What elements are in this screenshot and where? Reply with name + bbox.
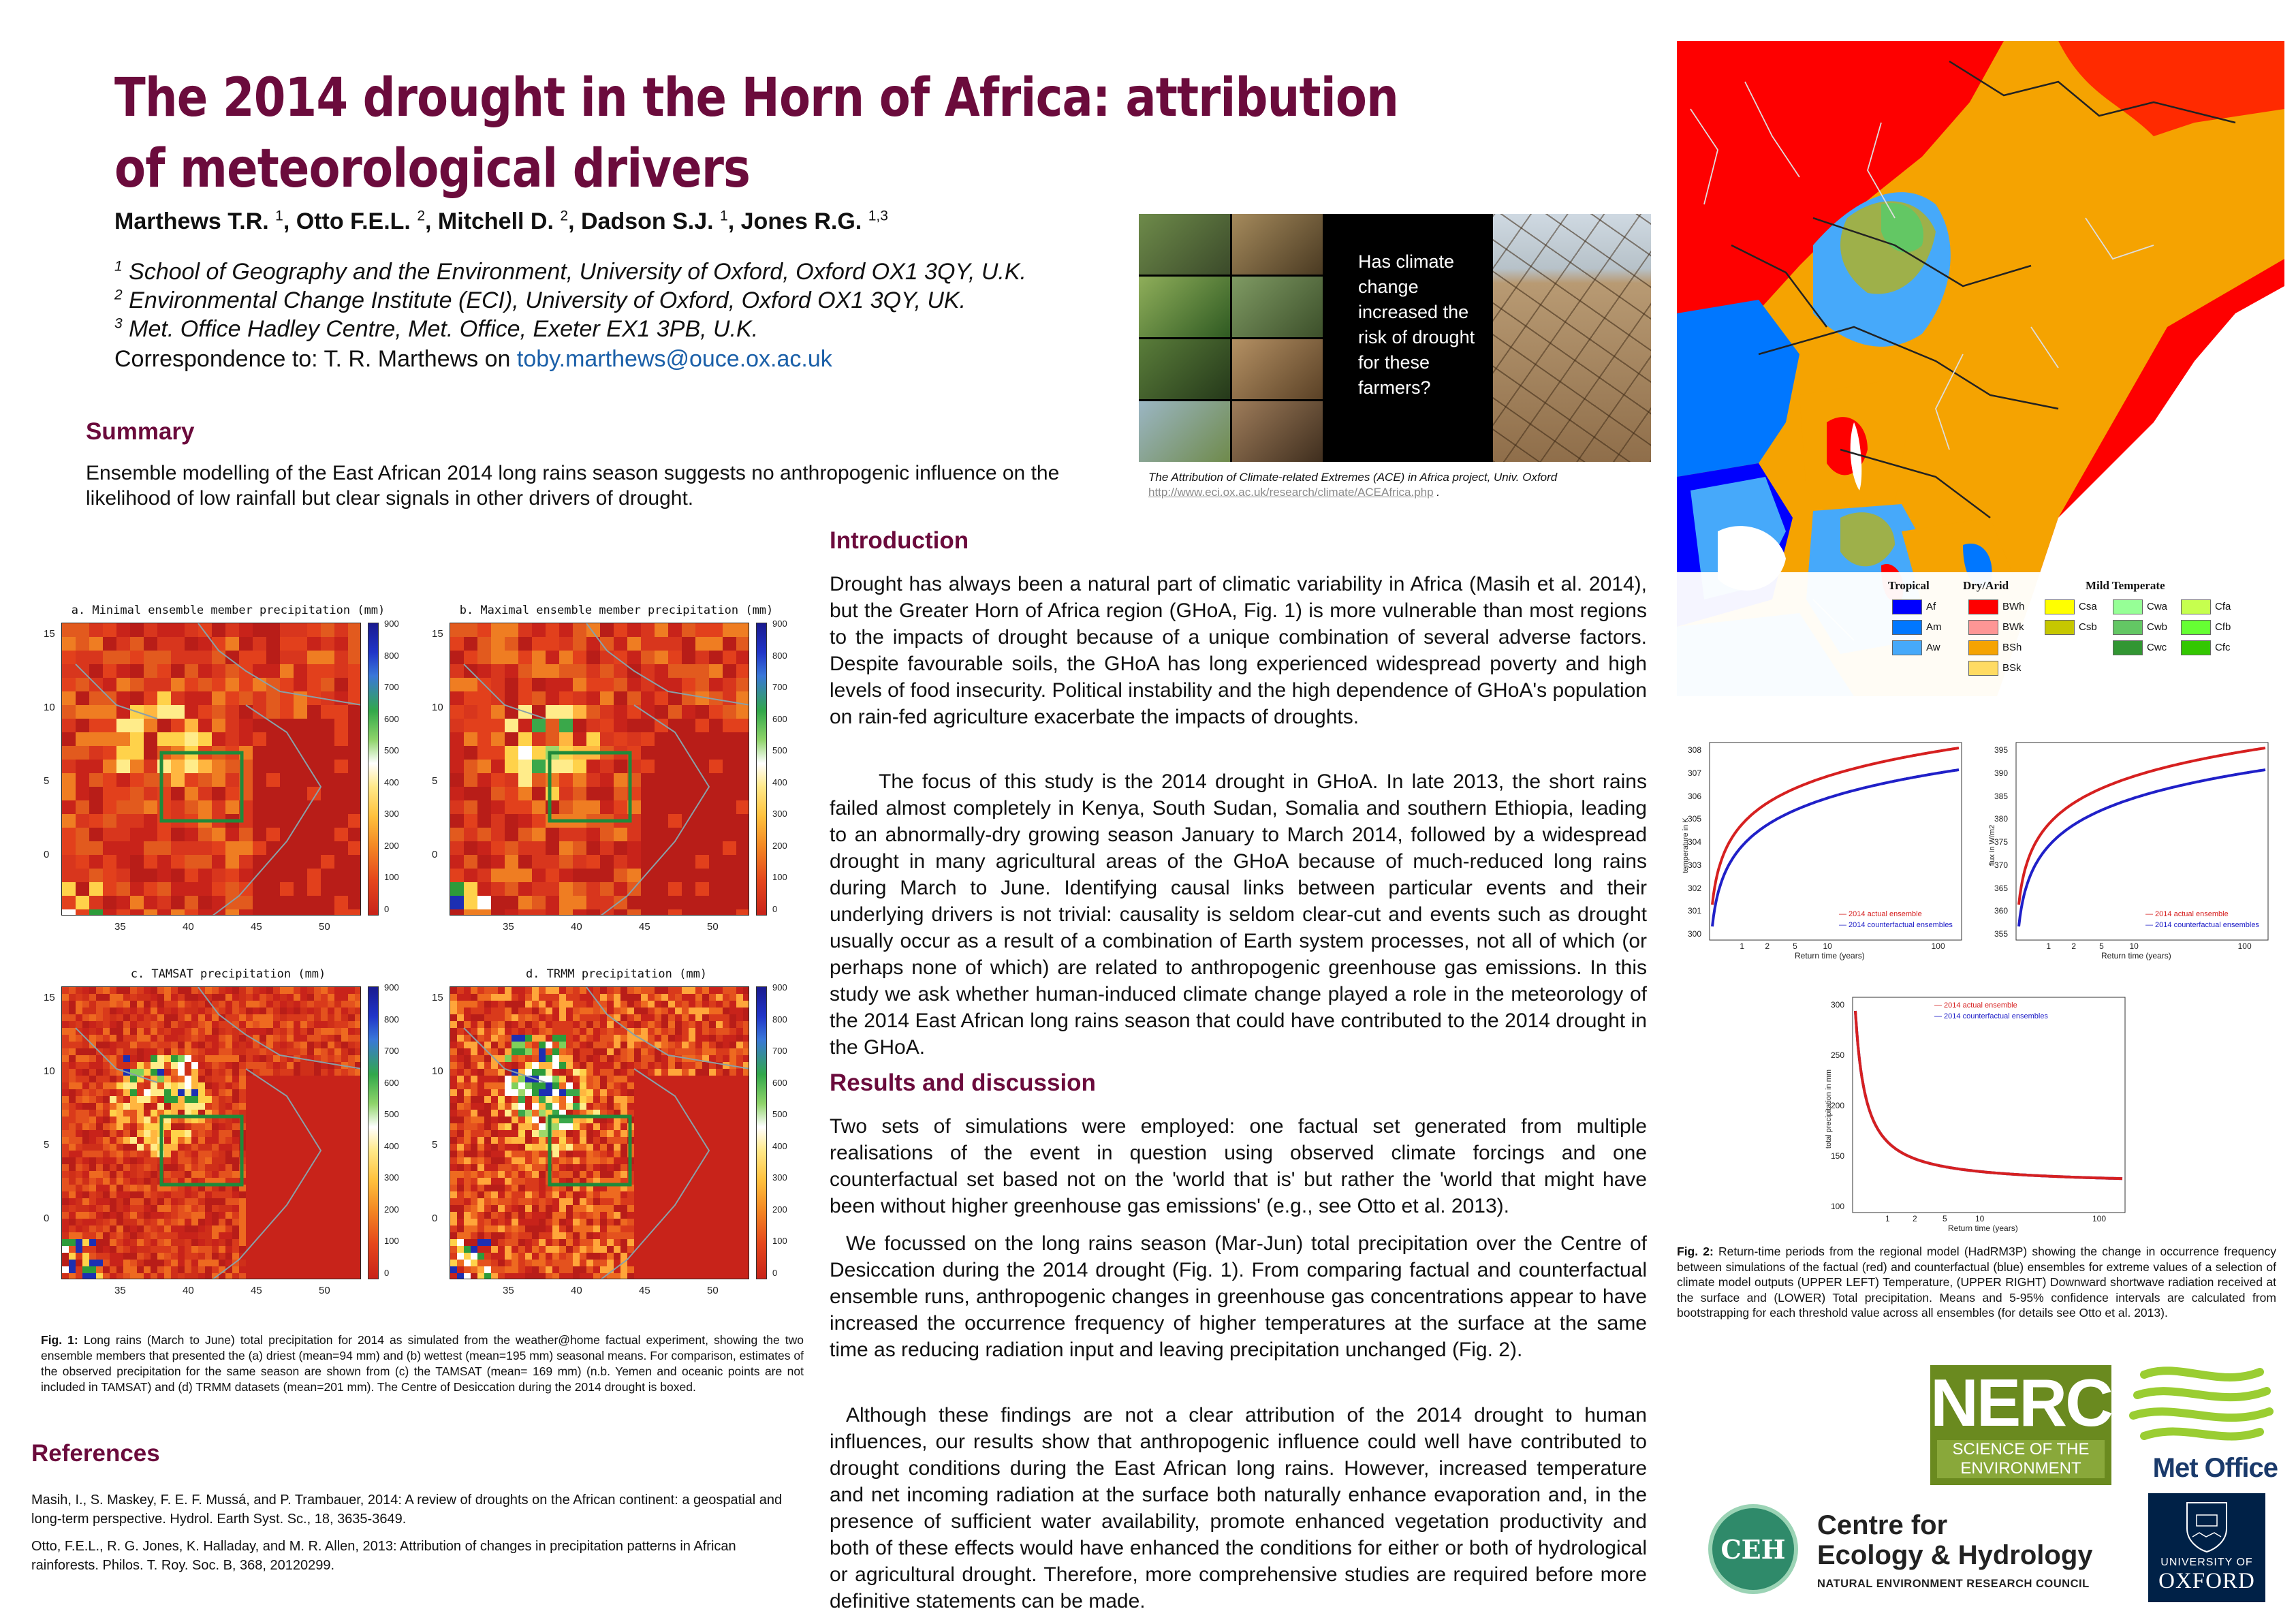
legend-label: BWh [2002, 601, 2025, 612]
colorbar-tick-label: 300 [384, 1172, 399, 1183]
poster-title: The 2014 drought in the Horn of Africa: attribution of meteorological drivers [114, 67, 1399, 200]
y-tick-label: 0 [432, 1213, 438, 1224]
legend-group-temperate: Mild Temperate [2086, 579, 2165, 592]
colorbar-tick-label: 800 [772, 1014, 787, 1025]
legend-group-dry: Dry/Arid [1963, 579, 2009, 592]
author-affiliation-number: 1 [275, 208, 283, 224]
affiliation: $^3$ Met. Office Hadley Centre, Met. Office, Exeter EX1 3PB, U.K. [114, 315, 759, 342]
colorbar-tick-label: 900 [384, 982, 399, 993]
photo-tile [1139, 214, 1230, 275]
y-tick-label: 15 [44, 628, 55, 640]
y-tick-label: 0 [44, 849, 50, 860]
x-tick-label: 2 [1765, 941, 1770, 951]
x-tick-label: 40 [571, 1285, 582, 1296]
summary-heading: Summary [86, 418, 195, 445]
colorbar-tick-label: 400 [772, 1140, 787, 1151]
author-affiliation-number: 2 [417, 208, 425, 224]
colorbar-tick-label: 800 [384, 1014, 399, 1025]
legend-label: Csa [2079, 601, 2097, 612]
figure-2 [1669, 736, 2282, 1240]
precipitation-colorbar [756, 623, 767, 916]
legend-swatch-cwb [2113, 620, 2143, 635]
legend-label: BSk [2002, 662, 2022, 674]
y-tick-label: 10 [432, 1065, 443, 1077]
nerc-logo: NERC SCIENCE OF THE ENVIRONMENT [1930, 1365, 2111, 1485]
colorbar-tick-label: 500 [772, 1109, 787, 1119]
plot-svg [1669, 736, 1968, 967]
photo-tile [1139, 339, 1230, 400]
koppen-legend [1677, 572, 2284, 696]
legend-label: Cwc [2147, 642, 2167, 653]
photo-caption: The Attribution of Climate-related Extremes (ACE) in Africa project, Univ. Oxford http://www.eci.ox.ac.uk/research/climate/ACEAfrica.php . [1148, 471, 1558, 499]
reference-item: Masih, I., S. Maskey, F. E. F. Mussá, and P. Trambauer, 2014: A review of droughts on the African continent: a geospatial and long-term perspective. Hydrol. Earth Syst. Sc., 18, 3635-3649. [31, 1493, 783, 1527]
author: Jones R.G. [740, 208, 862, 234]
y-tick-label: 305 [1688, 814, 1702, 824]
colorbar-tick-label: 800 [772, 650, 787, 661]
x-tick-label: 50 [319, 921, 330, 933]
legend-label: Cfa [2215, 601, 2231, 612]
x-tick-label: 45 [251, 1285, 262, 1296]
return-time-plot [1812, 990, 2132, 1240]
x-axis-label: Return time (years) [1948, 1223, 2018, 1233]
y-axis-label: total precipitation in mm [1825, 1069, 1833, 1149]
y-tick-label: 308 [1688, 745, 1702, 755]
cracked-earth-photo [1493, 214, 1651, 462]
x-tick-label: 35 [503, 1285, 514, 1296]
precipitation-colorbar [368, 986, 379, 1279]
precipitation-colorbar [368, 623, 379, 916]
ceh-badge-icon: CEH [1708, 1504, 1798, 1594]
precipitation-map [450, 623, 749, 916]
colorbar-tick-label: 0 [384, 903, 390, 914]
y-tick-label: 100 [1831, 1202, 1845, 1211]
legend-swatch-am [1892, 620, 1922, 635]
introduction-heading: Introduction [830, 527, 969, 554]
colorbar-tick-label: 200 [772, 840, 787, 851]
x-tick-label: 5 [1793, 941, 1797, 951]
factual-series-line [1855, 1011, 2122, 1178]
factual-series-line [1712, 748, 1959, 905]
y-tick-label: 5 [432, 1139, 438, 1151]
colorbar-tick-label: 100 [384, 1236, 399, 1246]
oxford-logo: UNIVERSITY OF OXFORD [2148, 1493, 2265, 1602]
author-affiliation-number: 2 [560, 208, 569, 224]
counterfactual-series-line [1712, 770, 1959, 926]
precipitation-map [450, 986, 749, 1279]
x-tick-label: 45 [639, 921, 650, 933]
results-paragraph-1: Two sets of simulations were employed: one factual set generated from multiple realisations of the event in question using observed climate forcings and one counterfactual set based not on the 'world that is' but rather the 'world that might have been without higher greenhouse gas emissions' (e.g., see Otto et al. 2013). [830, 1115, 1647, 1217]
precipitation-grid [450, 987, 749, 1279]
plot-svg [1812, 990, 2132, 1240]
author-list: Marthews T.R. $^1$, Otto F.E.L. $^2$, Mitchell D. $^2$, Dadson S.J. $^1$, Jones R.G. $^{1,3}$ [114, 208, 888, 234]
y-tick-label: 303 [1688, 860, 1702, 870]
colorbar-tick-label: 200 [384, 840, 399, 851]
legend-swatch-csb [2045, 620, 2075, 635]
precipitation-map [61, 986, 361, 1279]
results-paragraph-3: Although these findings are not a clear attribution of the 2014 drought to human influences, our results show that anthropogenic influence could well have contributed to drought conditions during the East African long rains. However, increased temperature and net incoming radiation at the surface both naturally enhance evaporation and, in the presence of sufficient water availability, promote enhanced vegetation productivity and both of these effects would have enhanced the conditions for either or both of hydrological or agricultural drought. Therefore, more comprehensive studies are required before more definitive statements can be made. [830, 1404, 1647, 1612]
colorbar-tick-label: 0 [384, 1267, 390, 1278]
email-link[interactable]: toby.marthews@ouce.ox.ac.uk [516, 346, 832, 372]
precipitation-map [61, 623, 361, 916]
author: Mitchell D. [437, 208, 554, 234]
x-tick-label: 100 [1931, 941, 1945, 951]
reference-list [31, 1490, 794, 1575]
y-tick-label: 5 [44, 775, 50, 787]
fig1-panel-title: c. TAMSAT precipitation (mm) [130, 967, 326, 981]
author: Dadson S.J. [580, 208, 714, 234]
legend-swatch-bwh [1968, 599, 1998, 614]
legend-swatch-bwk [1968, 620, 1998, 635]
legend-swatch-af [1892, 599, 1922, 614]
fig1-panel-title: d. TRMM precipitation (mm) [525, 967, 708, 981]
colorbar-tick-label: 100 [772, 1236, 787, 1246]
colorbar-tick-label: 500 [772, 745, 787, 755]
legend-label: Cwa [2147, 601, 2168, 612]
references-heading: References [31, 1440, 160, 1467]
legend-label: Cfc [2215, 642, 2231, 653]
colorbar-tick-label: 100 [772, 872, 787, 882]
x-tick-label: 50 [707, 921, 719, 933]
photo-tile [1139, 277, 1230, 337]
precipitation-colorbar [756, 986, 767, 1279]
x-axis-label: Return time (years) [2101, 951, 2171, 961]
plot-legend-entry: — 2014 counterfactual ensembles [2145, 921, 2259, 929]
figure-2-caption: Fig. 2: Return-time periods from the regional model (HadRM3P) showing the change in occurrence frequency between simulations of the factual (red) and counterfactual (blue) ensembles for extreme values of a selection of climate model outputs (UPPER LEFT) Temperature, (UPPER RIGHT) Downward shortwave radiation received at the surface and (LOWER) Total precipitation. Means and 5-95% confidence intervals are calculated from bootstrapping for each threshold value across all ensembles (for details see Otto et al. 2013). [1677, 1245, 2277, 1320]
y-tick-label: 150 [1831, 1151, 1845, 1161]
plot-legend-entry: — 2014 counterfactual ensembles [1934, 1012, 2048, 1020]
x-tick-label: 35 [114, 921, 126, 933]
y-tick-label: 304 [1688, 837, 1702, 847]
correspondence: Correspondence to: T. R. Marthews on toby.marthews@ouce.ox.ac.uk [114, 346, 832, 372]
colorbar-tick-label: 600 [772, 713, 787, 724]
x-tick-label: 1 [2046, 941, 2051, 951]
x-tick-label: 35 [503, 921, 514, 933]
author-affiliation-number: 1 [720, 208, 728, 224]
photo-grid [1139, 214, 1323, 462]
introduction-paragraph-1: Drought has always been a natural part of climatic variability in Africa (Masih et al. 2014), but the Greater Horn of Africa region (GHoA, Fig. 1) is more vulnerable than most regions to the impacts of drought because of a unique combination of several adverse factors. Despite favourable soils, the GHoA has long experienced widespread poverty and high levels of food insecurity. Political instability and the high dependence of GHoA's population on rain-fed agriculture exacerbate the impacts of droughts. [830, 573, 1647, 728]
legend-label: Cfb [2215, 621, 2231, 633]
legend-swatch-aw [1892, 640, 1922, 655]
y-tick-label: 0 [44, 1213, 50, 1224]
x-tick-label: 40 [183, 921, 194, 933]
x-tick-label: 1 [1740, 941, 1745, 951]
return-time-plot [1975, 736, 2275, 967]
y-tick-label: 380 [1994, 814, 2009, 824]
y-tick-label: 375 [1994, 837, 2009, 847]
precipitation-grid [62, 987, 361, 1279]
x-tick-label: 2 [1913, 1214, 1917, 1223]
author: Marthews T.R. [114, 208, 269, 234]
legend-label: BWk [2002, 621, 2024, 633]
y-tick-label: 365 [1994, 883, 2009, 893]
figure-1-caption: Fig. 1: Long rains (March to June) total precipitation for 2014 as simulated from the weather@home factual experiment, showing the two ensemble members that presented the (a) driest (mean=94 mm) and (b) wettest (mean=195 mm) seasonal means. For comparison, estimates of the observed precipitation for the same season are shown from (c) the TAMSAT (mean= 169 mm) (n.b. Yemen and oceanic points are not included in TAMSAT) and (d) TRMM datasets (mean=201 mm). The Centre of Desiccation during the 2014 drought is boxed. [41, 1333, 804, 1394]
fig1-panel [429, 604, 804, 951]
plot-frame [1853, 997, 2125, 1213]
colorbar-tick-label: 100 [384, 872, 399, 882]
fig1-panel [429, 967, 804, 1315]
ceh-logo: CEH Centre for Ecology & Hydrology NATURAL ENVIRONMENT RESEARCH COUNCIL [1708, 1504, 2130, 1599]
precipitation-grid [62, 623, 361, 916]
legend-label: Am [1926, 621, 1942, 633]
colorbar-tick-label: 700 [384, 1046, 399, 1056]
y-tick-label: 10 [44, 1065, 55, 1077]
affiliation-list [114, 257, 1136, 343]
x-tick-label: 35 [114, 1285, 126, 1296]
colorbar-tick-label: 400 [772, 777, 787, 787]
legend-label: Csb [2079, 621, 2097, 633]
y-tick-label: 395 [1994, 745, 2009, 755]
y-tick-label: 10 [44, 702, 55, 713]
colorbar-tick-label: 0 [772, 903, 778, 914]
y-tick-label: 250 [1831, 1050, 1845, 1060]
y-tick-label: 10 [432, 702, 443, 713]
return-time-plot [1669, 736, 1968, 967]
y-tick-label: 307 [1688, 768, 1702, 778]
colorbar-tick-label: 200 [772, 1204, 787, 1215]
results-paragraph-2: We focussed on the long rains season (Mar-Jun) total precipitation over the Centre of Desiccation during the 2014 drought (Fig. 1). From comparing factual and counterfactual ensemble runs, anthropogenic changes in greenhouse gas concentrations appear to have increased the occurrence frequency of higher temperatures at the surface at the same time as reducing radiation input and leaving precipitation unchanged (Fig. 2). [830, 1232, 1647, 1361]
x-tick-label: 5 [2099, 941, 2104, 951]
colorbar-tick-label: 400 [384, 1140, 399, 1151]
colorbar-tick-label: 200 [384, 1204, 399, 1215]
y-tick-label: 301 [1688, 906, 1702, 916]
colorbar-tick-label: 900 [772, 619, 787, 629]
colorbar-tick-label: 600 [772, 1077, 787, 1088]
summary-text: Ensemble modelling of the East African 2014 long rains season suggests no anthropogenic influence on the likelihood of low rainfall but clear signals in other drivers of drought. [86, 462, 1060, 510]
introduction-paragraph-2: The focus of this study is the 2014 drought in GHoA. In late 2013, the short rains failed almost completely in Kenya, South Sudan, Somalia and southern Ethiopia, leading to an abnormally-dry growing season January to March 2014, followed by a widespread drought in many agricultural areas of the GHoA because of much-reduced long rains during March to June. Identifying causal links between particular events and their underlying drivers is not trivial: causality is seldom clear-cut and events such as drought usually occur as a result of a combination of Earth system processes, not all of which (or perhaps none of which) are related to anthropogenic greenhouse gas emissions. In this study we ask whether human-induced climate change played a role in the meteorology of the 2014 East African long rains season that could have contributed to the 2014 drought in the GHoA. [830, 770, 1647, 1059]
y-tick-label: 300 [1688, 929, 1702, 939]
x-tick-label: 40 [183, 1285, 194, 1296]
fig1-panel [41, 604, 415, 951]
colorbar-tick-label: 500 [384, 1109, 399, 1119]
legend-swatch-cfb [2181, 620, 2211, 635]
colorbar-tick-label: 500 [384, 745, 399, 755]
x-tick-label: 100 [2237, 941, 2252, 951]
photo-tile [1232, 214, 1323, 275]
y-tick-label: 370 [1994, 860, 2009, 870]
y-tick-label: 390 [1994, 768, 2009, 778]
colorbar-tick-label: 300 [772, 1172, 787, 1183]
colorbar-tick-label: 400 [384, 777, 399, 787]
results-heading: Results and discussion [830, 1069, 1096, 1096]
legend-label: Cwb [2147, 621, 2168, 633]
legend-swatch-bsh [1968, 640, 1998, 655]
colorbar-tick-label: 600 [384, 1077, 399, 1088]
x-tick-label: 40 [571, 921, 582, 933]
x-tick-label: 45 [639, 1285, 650, 1296]
plot-legend-entry: — 2014 actual ensemble [2145, 910, 2229, 918]
met-office-logo: Met Office [2124, 1360, 2278, 1482]
counterfactual-series-line [2019, 770, 2265, 926]
colorbar-tick-label: 600 [384, 713, 399, 724]
x-tick-label: 50 [707, 1285, 719, 1296]
affiliation: $^1$ School of Geography and the Environment, University of Oxford, Oxford OX1 3QY, U.K. [114, 258, 1026, 285]
photo-tile [1232, 277, 1323, 337]
reference-item: Otto, F.E.L., R. G. Jones, K. Halladay, and M. R. Allen, 2013: Attribution of changes in precipitation patterns in African rainforests. Philos. T. Roy. Soc. B, 368, 20120299. [31, 1539, 736, 1573]
y-tick-label: 5 [44, 1139, 50, 1151]
y-tick-label: 15 [44, 992, 55, 1003]
author-affiliation-number: 1,3 [868, 208, 888, 224]
photo-tile [1232, 401, 1323, 462]
x-tick-label: 10 [1975, 1214, 1985, 1223]
y-tick-label: 302 [1688, 883, 1702, 893]
y-axis-label: flux in W/m2 [1988, 824, 1996, 866]
colorbar-tick-label: 900 [384, 619, 399, 629]
colorbar-tick-label: 300 [384, 809, 399, 819]
colorbar-tick-label: 800 [384, 650, 399, 661]
colorbar-tick-label: 0 [772, 1267, 778, 1278]
colorbar-tick-label: 700 [772, 682, 787, 692]
legend-swatch-bsk [1968, 661, 1998, 676]
plot-legend-entry: — 2014 actual ensemble [1934, 1001, 2017, 1010]
author: Otto F.E.L. [296, 208, 411, 234]
x-tick-label: 1 [1885, 1214, 1890, 1223]
met-office-wave-icon [2124, 1360, 2278, 1450]
legend-label: Af [1926, 601, 1936, 612]
factual-series-line [2019, 748, 2265, 905]
plot-legend-entry: — 2014 actual ensemble [1839, 910, 1922, 918]
y-tick-label: 360 [1994, 906, 2009, 916]
x-tick-label: 100 [2092, 1214, 2107, 1223]
photo-tile [1232, 339, 1323, 400]
y-tick-label: 306 [1688, 791, 1702, 801]
plot-legend-entry: — 2014 counterfactual ensembles [1839, 921, 1953, 929]
legend-swatch-cfa [2181, 599, 2211, 614]
fig1-panel-title: b. Maximal ensemble member precipitation (mm) [459, 604, 774, 617]
y-tick-label: 200 [1831, 1101, 1845, 1110]
x-axis-label: Return time (years) [1795, 951, 1865, 961]
photo-overlay-text: Has climate change increased the risk of drought for these farmers? [1323, 214, 1493, 462]
legend-swatch-cwc [2113, 640, 2143, 655]
affiliation: $^2$ Environmental Change Institute (ECI), University of Oxford, Oxford OX1 3QY, UK. [114, 287, 966, 313]
x-tick-label: 50 [319, 1285, 330, 1296]
oxford-crest-icon [2183, 1499, 2231, 1553]
colorbar-tick-label: 300 [772, 809, 787, 819]
figure-1 [41, 604, 804, 1312]
legend-swatch-csa [2045, 599, 2075, 614]
y-tick-label: 5 [432, 775, 438, 787]
x-tick-label: 10 [1823, 941, 1832, 951]
legend-group-tropical: Tropical [1888, 579, 1930, 592]
fig1-panel [41, 967, 415, 1315]
y-tick-label: 15 [432, 628, 443, 640]
colorbar-tick-label: 900 [772, 982, 787, 993]
koppen-climate-map [1677, 41, 2284, 696]
y-axis-label: temperature in K [1682, 817, 1690, 873]
y-tick-label: 355 [1994, 929, 2009, 939]
x-tick-label: 5 [1943, 1214, 1947, 1223]
x-tick-label: 2 [2071, 941, 2077, 951]
x-tick-label: 45 [251, 921, 262, 933]
y-tick-label: 385 [1994, 791, 2009, 801]
legend-label: BSh [2002, 642, 2022, 653]
colorbar-tick-label: 700 [384, 682, 399, 692]
y-tick-label: 0 [432, 849, 438, 860]
photo-tile [1139, 401, 1230, 462]
plot-svg [1975, 736, 2275, 967]
legend-swatch-cwa [2113, 599, 2143, 614]
colorbar-tick-label: 700 [772, 1046, 787, 1056]
fig1-panel-title: a. Minimal ensemble member precipitation (mm) [71, 604, 386, 617]
y-tick-label: 15 [432, 992, 443, 1003]
x-tick-label: 10 [2129, 941, 2139, 951]
precipitation-grid [450, 623, 749, 916]
ace-link[interactable]: http://www.eci.ox.ac.uk/research/climate/ACEAfrica.php [1148, 486, 1434, 499]
y-tick-label: 300 [1831, 1000, 1845, 1010]
counterfactual-series-line [1855, 1011, 2122, 1178]
legend-label: Aw [1926, 642, 1940, 653]
farmer-photo-collage [1139, 214, 1651, 462]
legend-swatch-cfc [2181, 640, 2211, 655]
